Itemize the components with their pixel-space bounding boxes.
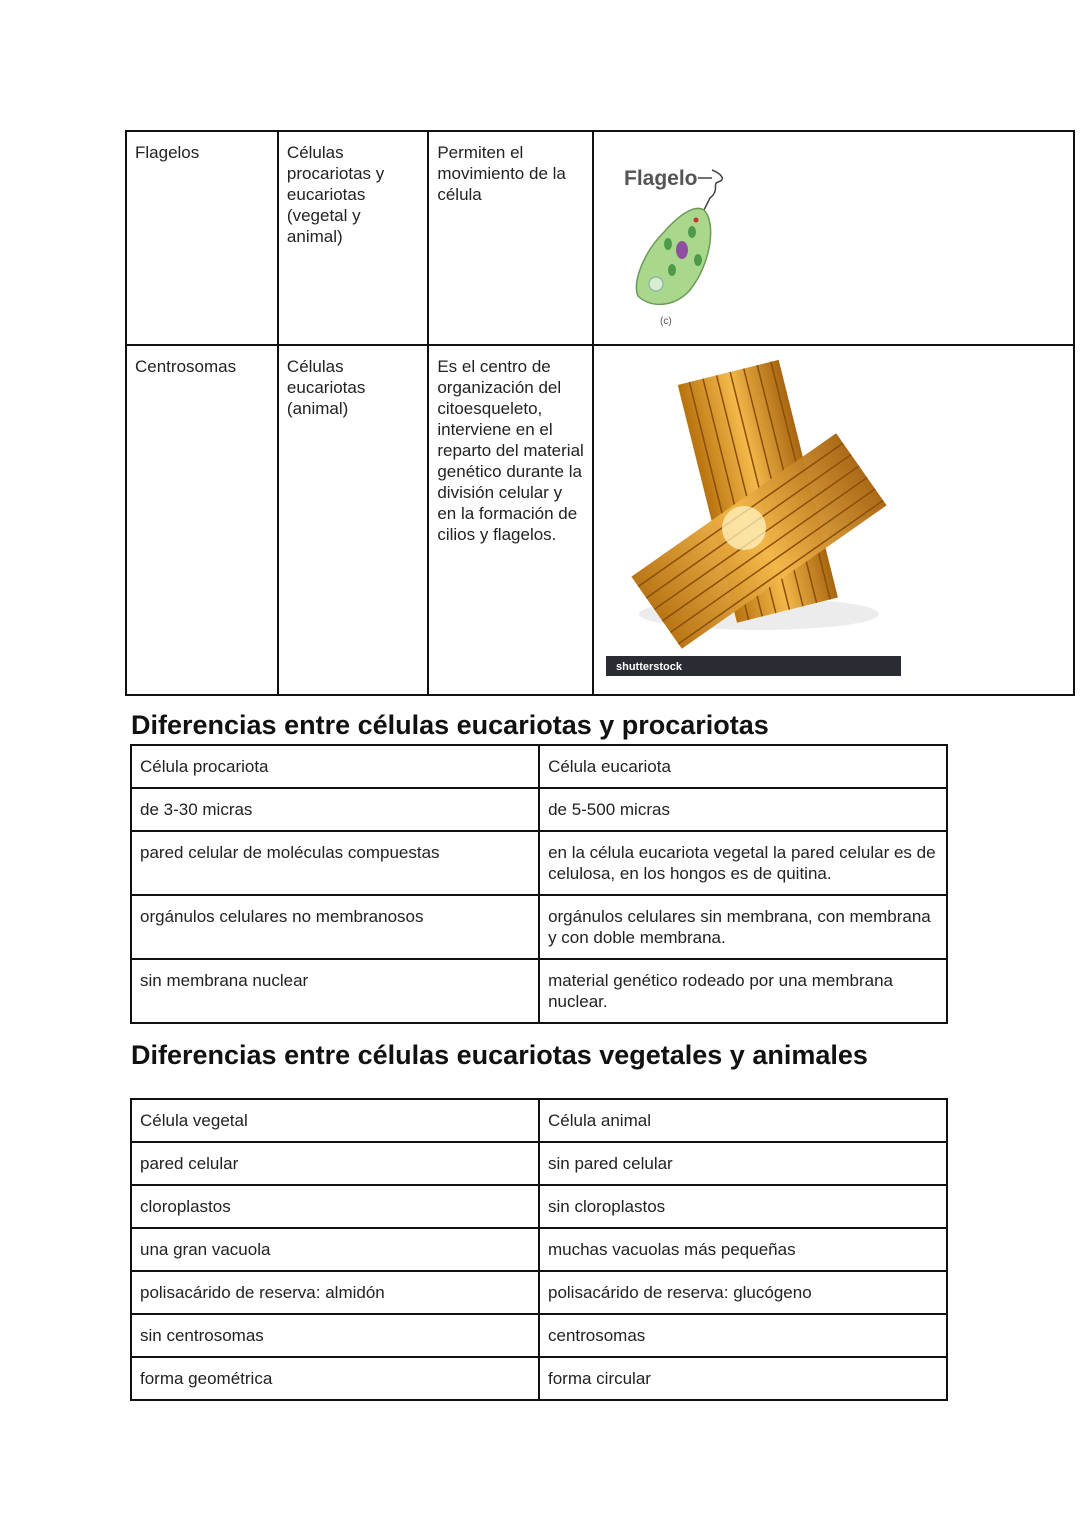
centrosome-illustration — [594, 346, 1073, 689]
vacuole — [649, 277, 663, 291]
prok-euk-table — [130, 744, 948, 1024]
flagellum-label: Flagelo — [623, 167, 698, 190]
header-cell: Célula eucariota — [539, 745, 947, 788]
figure-caption: (c) — [659, 316, 672, 327]
section-title-plant-animal: Diferencias entre células eucariotas vegetales y animales — [131, 1040, 868, 1070]
organelle-function: Es el centro de organización del citoesqueleto, interviene en el reparto del material genético durante la división celular y en la formación de cilios y flagelos. — [428, 345, 593, 695]
table-row — [131, 1228, 947, 1271]
chloroplast — [688, 226, 696, 238]
table-cell: orgánulos celulares no membranosos — [131, 895, 539, 959]
table-cell: de 3-30 micras — [131, 788, 539, 831]
table-row — [126, 131, 1074, 345]
table-cell: cloroplastos — [131, 1185, 539, 1228]
table-cell: material genético rodeado por una membrana nuclear. — [539, 959, 947, 1023]
organelle-function: Permiten el movimiento de la célula — [428, 131, 593, 345]
table-row — [131, 1314, 947, 1357]
table-cell: forma geométrica — [131, 1357, 539, 1400]
nucleus — [676, 241, 688, 259]
flagellum-illustration — [594, 132, 1073, 339]
flagellum-image-cell — [593, 131, 1074, 345]
header-cell: Célula vegetal — [131, 1099, 539, 1142]
organelle-name: Flagelos — [126, 131, 278, 345]
table-cell: orgánulos celulares sin membrana, con membrana y con doble membrana. — [539, 895, 947, 959]
section-title-prok-euk: Diferencias entre células eucariotas y procariotas — [131, 710, 769, 740]
chloroplast — [664, 238, 672, 250]
flagellum-strand — [698, 170, 722, 210]
chloroplast — [694, 254, 702, 266]
light-glow — [722, 506, 766, 550]
table-cell: polisacárido de reserva: almidón — [131, 1271, 539, 1314]
table-cell: polisacárido de reserva: glucógeno — [539, 1271, 947, 1314]
eyespot — [693, 218, 698, 223]
table-row — [131, 895, 947, 959]
table-cell: sin centrosomas — [131, 1314, 539, 1357]
table-cell: pared celular — [131, 1142, 539, 1185]
table-header-row — [131, 745, 947, 788]
organelle-table — [125, 130, 1075, 696]
table-row — [131, 1185, 947, 1228]
table-row — [131, 1142, 947, 1185]
table-cell: pared celular de moléculas compuestas — [131, 831, 539, 895]
table-cell: sin membrana nuclear — [131, 959, 539, 1023]
table-row — [131, 959, 947, 1023]
table-cell: forma circular — [539, 1357, 947, 1400]
table-cell: muchas vacuolas más pequeñas — [539, 1228, 947, 1271]
table-cell: de 5-500 micras — [539, 788, 947, 831]
organelle-cell-type: Células procariotas y eucariotas (vegetal y animal) — [278, 131, 428, 345]
table-row — [131, 788, 947, 831]
table-header-row — [131, 1099, 947, 1142]
header-cell: Célula procariota — [131, 745, 539, 788]
table-row — [131, 831, 947, 895]
table-cell: sin cloroplastos — [539, 1185, 947, 1228]
organelle-cell-type: Células eucariotas (animal) — [278, 345, 428, 695]
watermark-text: shutterstock — [615, 661, 683, 673]
table-cell: en la célula eucariota vegetal la pared celular es de celulosa, en los hongos es de quitina. — [539, 831, 947, 895]
table-row — [131, 1357, 947, 1400]
centrosome-image-cell — [593, 345, 1074, 695]
organelle-name: Centrosomas — [126, 345, 278, 695]
plant-animal-table — [130, 1098, 948, 1401]
header-cell: Célula animal — [539, 1099, 947, 1142]
chloroplast — [668, 264, 676, 276]
table-row — [126, 345, 1074, 695]
table-cell: centrosomas — [539, 1314, 947, 1357]
table-cell: sin pared celular — [539, 1142, 947, 1185]
table-row — [131, 1271, 947, 1314]
table-cell: una gran vacuola — [131, 1228, 539, 1271]
